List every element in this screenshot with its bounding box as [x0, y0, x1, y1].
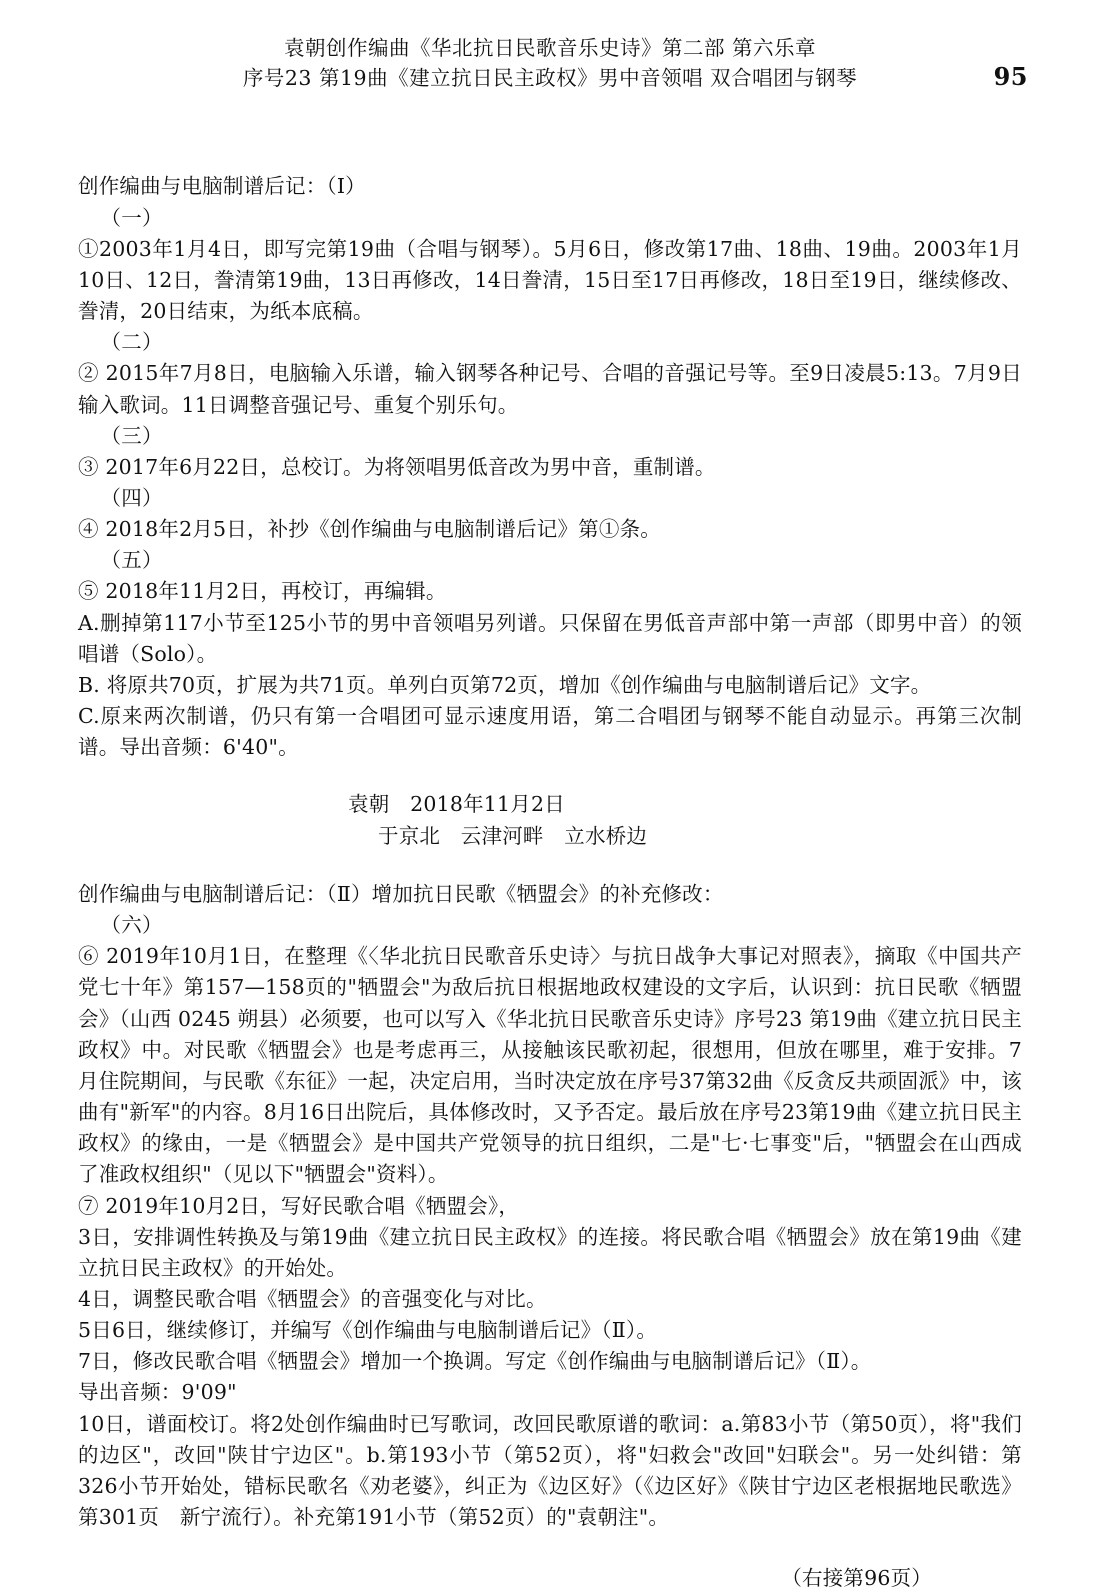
continuation-note: （右接第96页） — [781, 1566, 932, 1591]
section1-item-1: ①2003年1月4日，即写完第19曲（合唱与钢琴）。5月6日，修改第17曲、18曲、19曲。2003年1月10日、12日，誊清第19曲，13日再修改，14日誊清，15日至17日再修改，18日至19日，继续修改、誊清，20日结束，为纸本底稿。 — [78, 236, 1022, 324]
section1-subitem-b: B. 将原共70页，扩展为共71页。单列白页第72页，增加《创作编曲与电脑制谱后记》文字。 — [78, 672, 932, 697]
signature-block — [78, 789, 1022, 853]
section1-marker-3: （三） — [100, 423, 163, 448]
signature-author-date: 袁朝 2018年11月2日 — [348, 792, 565, 817]
section1-marker-5: （五） — [100, 548, 163, 573]
section2-paragraph-1: ⑥ 2019年10月1日，在整理《〈华北抗日民歌音乐史诗〉与抗日战争大事记对照表》，摘取《中国共产党七十年》第157—158页的"牺盟会"为敌后抗日根据地政权建设的文字后，认识到：抗日民歌《牺盟会》（山西 0245 朔县）必须要，也可以写入《华北抗日民歌音乐史诗》序号23 第19曲《建立抗日民主政权》中。对民歌《牺盟会》也是考虑再三，从接触该民歌初起，很想用，但放在哪里，难于安排。7月住院期间，与民歌《东征》一起，决定启用，当时决定放在序号37第32曲《反贪反共顽固派》中，该曲有"新军"的内容。8月16日出院后，具体修改时，又予否定。最后放在序号23第19曲《建立抗日民主政权》的缘由，一是《牺盟会》是中国共产党领导的抗日组织，二是"七·七事变"后，"牺盟会在山西成了准政权组织"（见以下"牺盟会"资料）。 — [78, 944, 1022, 1187]
section2-paragraph-7: 导出音频：9'09" — [78, 1380, 237, 1405]
section1-subitem-a: A.删掉第117小节至125小节的男中音领唱另列谱。只保留在男低音声部中第一声部（即男中音）的领唱谱（Solo）。 — [78, 610, 1022, 666]
section2-paragraph-5: 5日6日，继续修订，并编写《创作编曲与电脑制谱后记》（Ⅱ）。 — [78, 1318, 658, 1343]
signature-location: 于京北 云津河畔 立水桥边 — [378, 824, 648, 849]
page-number: 95 — [993, 62, 1028, 91]
section1-item-4: ④ 2018年2月5日，补抄《创作编曲与电脑制谱后记》第①条。 — [78, 517, 661, 542]
header-title-line-1: 袁朝创作编曲《华北抗日民歌音乐史诗》第二部 第六乐章 — [283, 36, 816, 60]
page-header — [78, 34, 1028, 93]
document-body — [78, 171, 1022, 1594]
section1-marker-4: （四） — [100, 486, 163, 510]
section1-subitem-c: C.原来两次制谱，仍只有第一合唱团可显示速度用语，第二合唱团与钢琴不能自动显示。再第三次制谱。导出音频：6'40"。 — [78, 704, 1022, 760]
section1-item-5: ⑤ 2018年11月2日，再校订，再编辑。 — [78, 579, 447, 604]
section2-paragraph-2: ⑦ 2019年10月2日，写好民歌合唱《牺盟会》， — [78, 1193, 520, 1218]
section2-marker: （六） — [100, 913, 163, 938]
section2-paragraph-3: 3日，安排调性转换及与第19曲《建立抗日民主政权》的连接。将民歌合唱《牺盟会》放在第19曲《建立抗日民主政权》的开始处。 — [78, 1224, 1022, 1280]
section2-paragraph-4: 4日，调整民歌合唱《牺盟会》的音强变化与对比。 — [78, 1286, 547, 1311]
section2-title: 创作编曲与电脑制谱后记：（Ⅱ）增加抗日民歌《牺盟会》的补充修改： — [78, 881, 724, 906]
section2-paragraph-6: 7日，修改民歌合唱《牺盟会》增加一个换调。写定《创作编曲与电脑制谱后记》（Ⅱ）。 — [78, 1349, 872, 1374]
section1-marker-1: （一） — [100, 205, 163, 230]
section1-marker-2: （二） — [100, 330, 163, 355]
section2 — [78, 879, 1022, 1533]
section1-item-2: ② 2015年7月8日，电脑输入乐谱，输入钢琴各种记号、合唱的音强记号等。至9日凌晨5:13。7月9日输入歌词。11日调整音强记号、重复个别乐句。 — [78, 361, 1022, 417]
section1-title: 创作编曲与电脑制谱后记：（Ⅰ） — [78, 174, 366, 199]
header-title-line-2: 序号23 第19曲《建立抗日民主政权》男中音领唱 双合唱团与钢琴 — [242, 65, 858, 90]
section1-item-3: ③ 2017年6月22日，总校订。为将领唱男低音改为男中音，重制谱。 — [78, 454, 716, 479]
section2-paragraph-8: 10日，谱面校订。将2处创作编曲时已写歌词，改回民歌原谱的歌词：a.第83小节（第50页），将"我们的边区"，改回"陕甘宁边区"。b.第193小节（第52页），将"妇救会"改回"妇联会"。另一处纠错：第326小节开始处，错标民歌名《劝老婆》，纠正为《边区好》（《边区好》《陕甘宁边区老根据地民歌选》第301页 新宁流行）。补充第191小节（第52页）的"袁朝注"。 — [78, 1411, 1022, 1530]
